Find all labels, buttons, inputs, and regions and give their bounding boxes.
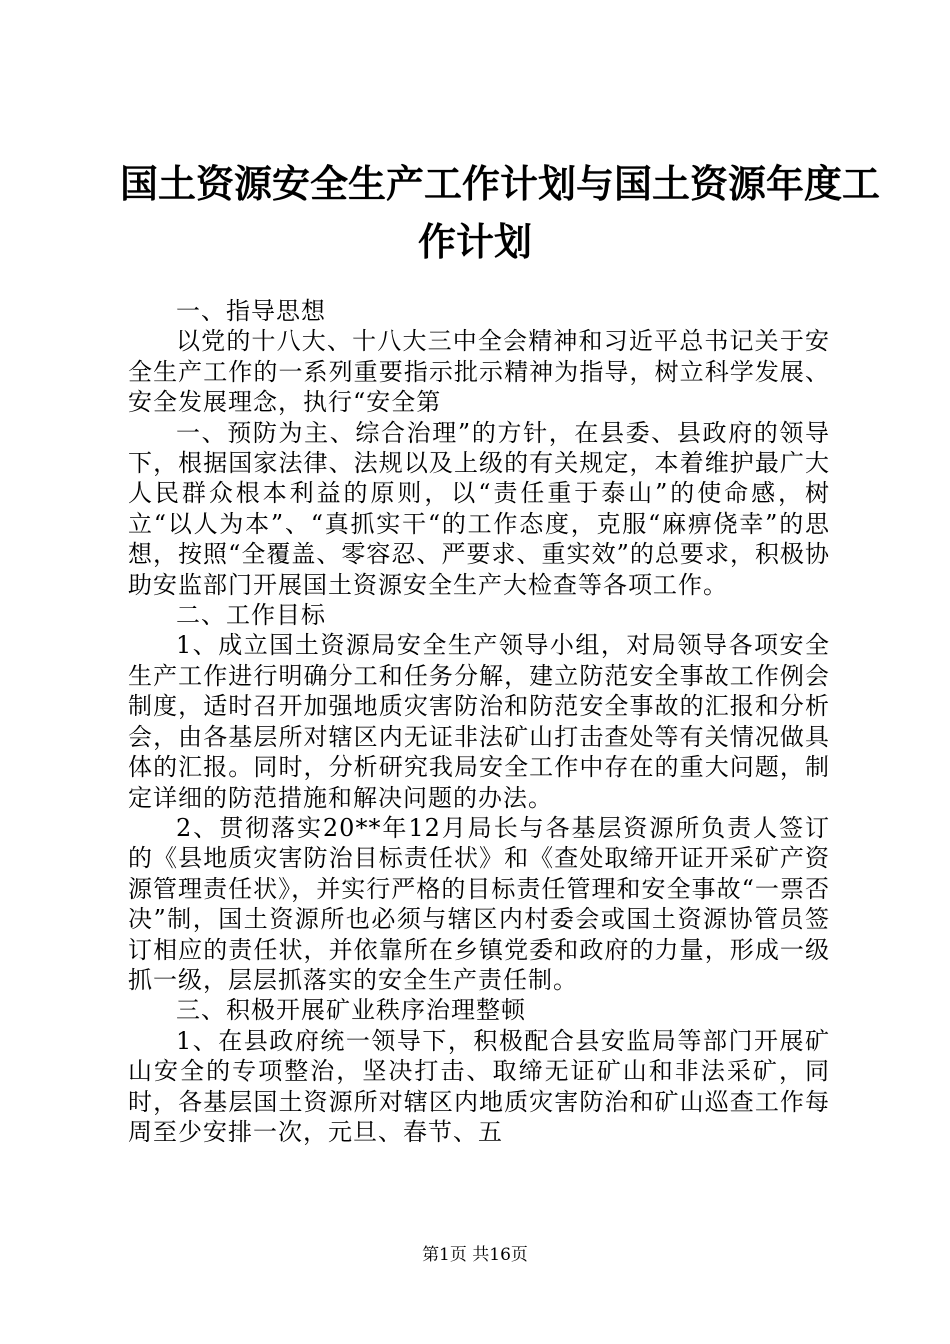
document-title-line-2: 作计划 [417,219,532,264]
document-body [128,296,830,1147]
body-paragraph: 1、在县政府统一领导下，积极配合县安监局等部门开展矿山安全的专项整治，坚决打击、取缔无证矿山和非法采矿，同时，各基层国土资源所对辖区内地质灾害防治和矿山巡查工作每周至少安排一次，元旦、春节、五 [128,1026,830,1146]
section-heading-guiding-thought: 一、指导思想 [176,297,326,325]
body-paragraph: 1、成立国土资源局安全生产领导小组，对局领导各项安全生产工作进行明确分工和任务分解，建立防范安全事故工作例会制度，适时召开加强地质灾害防治和防范安全事故的汇报和分析会，由各基层所对辖区内无证非法矿山打击查处等有关情况做具体的汇报。同时，分析研究我局安全工作中存在的重大问题，制定详细的防范措施和解决问题的办法。 [128,631,830,812]
section-heading-work-goals: 二、工作目标 [176,601,326,630]
page-number-footer: 第1页 共16页 [422,1245,528,1265]
body-paragraph: 一、预防为主、综合治理”的方针，在县委、县政府的领导下，根据国家法律、法规以及上级的有关规定，本着维护最广大人民群众根本利益的原则，以“责任重于泰山”的使命感，树立“以人为本”、“真抓实干“的工作态度，克服“麻痹侥幸”的思想，按照“全覆盖、零容忍、严要求、重实效”的总要求，积极协助安监部门开展国土资源安全生产大检查等各项工作。 [128,418,830,599]
document-title-line-1: 国土资源安全生产工作计划与国土资源年度工 [120,161,881,206]
body-paragraph: 2、贯彻落实20**年12月局长与各基层资源所负责人签订的《县地质灾害防治目标责任状》和《查处取缔开证开采矿产资源管理责任状》，并实行严格的目标责任管理和安全事故“一票否决”制，国土资源所也必须与辖区内村委会或国土资源协管员签订相应的责任状，并依靠所在乡镇党委和政府的力量，形成一级抓一级，层层抓落实的安全生产责任制。 [128,813,830,994]
section-heading-mining-order: 三、积极开展矿业秩序治理整顿 [176,996,526,1025]
body-paragraph: 以党的十八大、十八大三中全会精神和习近平总书记关于安全生产工作的一系列重要指示批示精神为指导，树立科学发展、安全发展理念，执行“安全第 [128,327,830,417]
